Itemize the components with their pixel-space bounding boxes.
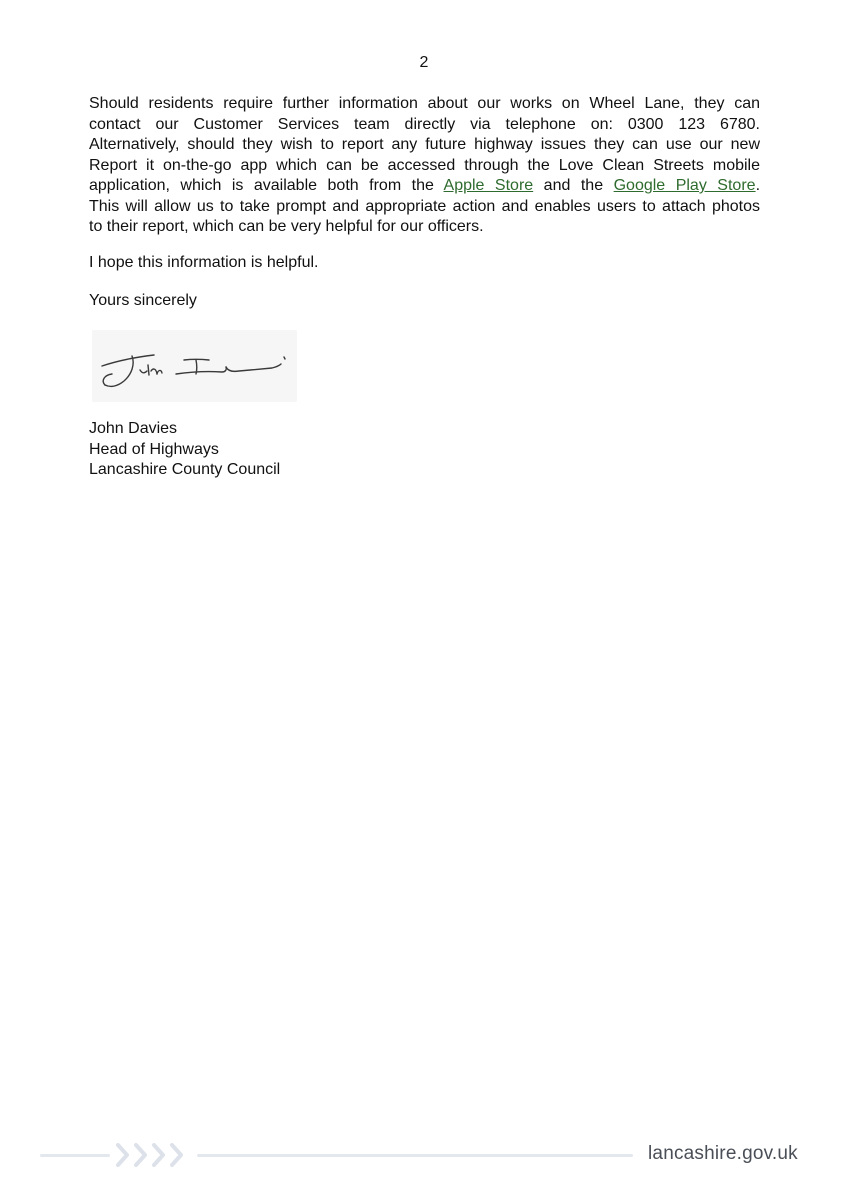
paragraph-hope: I hope this information is helpful. (89, 254, 319, 271)
paragraph-line: This will allow us to take prompt and appropriate action and enables users to attach photos (89, 197, 760, 215)
paragraph-main (89, 94, 760, 238)
closing-salutation: Yours sincerely (89, 292, 197, 309)
paragraph-line: to their report, which can be very helpful for our officers. (89, 218, 484, 235)
page-number: 2 (419, 54, 429, 71)
paragraph-text: application, which is available both from the (89, 177, 434, 194)
google-play-store-link[interactable]: Google Play Store (613, 177, 756, 194)
signatory-name: John Davies (89, 420, 178, 437)
footer-divider-left (40, 1154, 110, 1157)
paragraph-line: contact our Customer Services team directly via telephone on: 0300 123 6780. (89, 115, 760, 133)
paragraph-line: Alternatively, should they wish to report any future highway issues they can use our new (89, 136, 760, 153)
signatory-title: Head of Highways (89, 440, 219, 458)
footer-chevrons-icon (114, 1140, 190, 1170)
footer-website: lancashire.gov.uk (648, 1143, 798, 1164)
apple-store-link[interactable]: Apple Store (443, 177, 534, 194)
handwritten-signature (92, 330, 297, 402)
paragraph-line-with-links (89, 176, 760, 197)
paragraph-text: and the (543, 177, 604, 194)
footer-divider-right (197, 1154, 633, 1157)
signatory-block (89, 419, 280, 481)
paragraph-line: Report it on-the-go app which can be accessed through the Love Clean Streets mobile (89, 156, 760, 174)
paragraph-line: Should residents require further information about our works on Wheel Lane, they can (89, 95, 760, 112)
signature-image (92, 330, 297, 402)
paragraph-text: . (755, 177, 761, 194)
signatory-organisation: Lancashire County Council (89, 461, 281, 478)
